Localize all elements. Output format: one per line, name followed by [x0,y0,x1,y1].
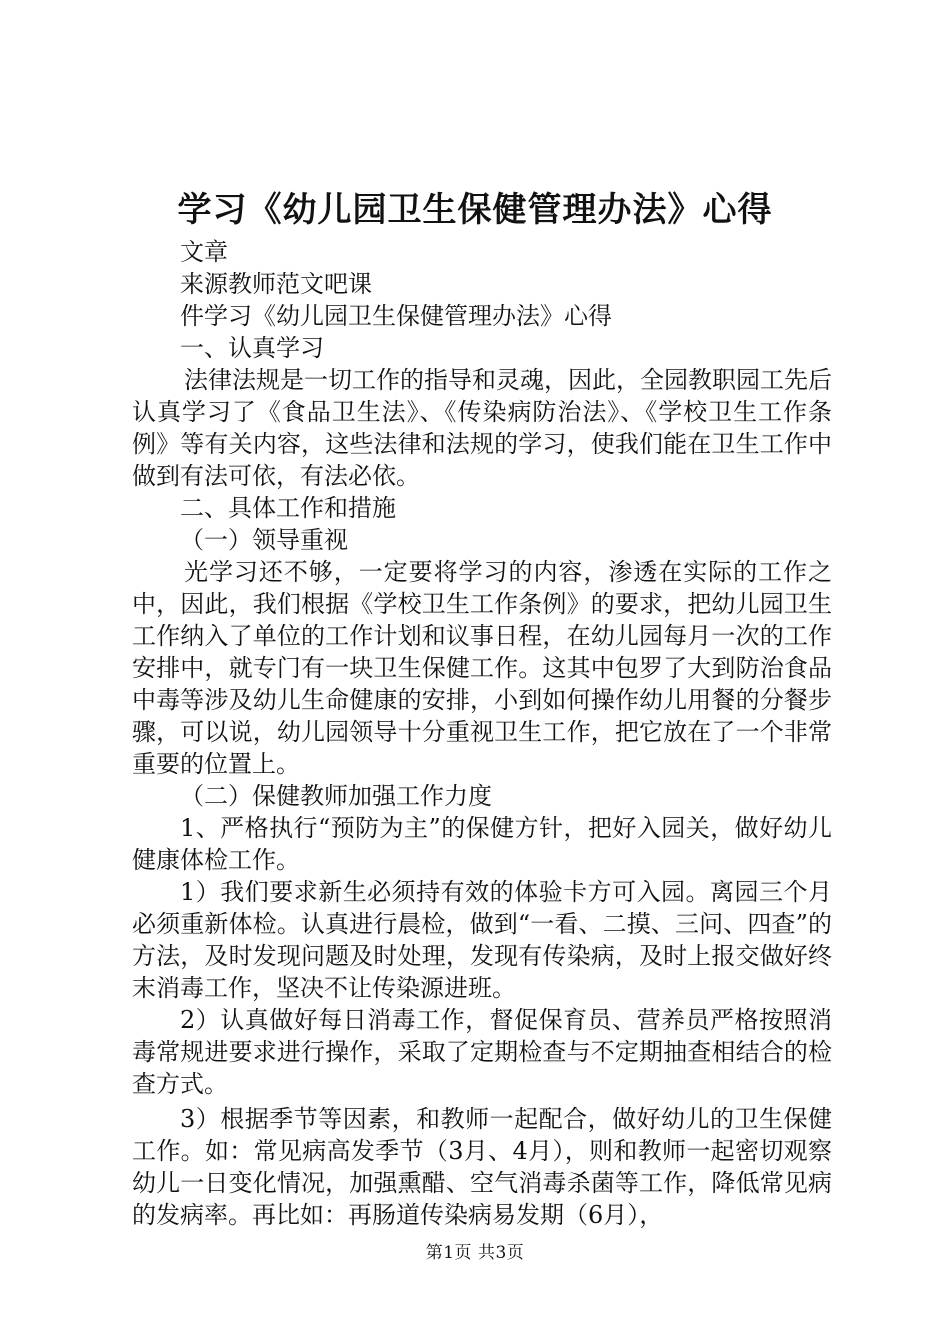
subsection-heading: （一）领导重视 [180,526,348,554]
document-title: 学习《幼儿园卫生保健管理办法》心得 [177,190,773,230]
section-heading: 一、认真学习 [180,334,324,362]
section-heading: 二、具体工作和措施 [180,494,396,522]
page-indicator: 第1页 共3页 [425,1243,525,1263]
paragraph: 法律法规是一切工作的指导和灵魂，因此，全园教职园工先后认真学习了《食品卫生法》、《传染病防治法》、《学校卫生工作条例》等有关内容，这些法律和法规的学习，使我们能在卫生工作中做到有法可依，有法必依。 [132,366,832,490]
document-body [132,236,832,1231]
paragraph: 来源教师范文吧课 [180,270,372,298]
paragraph: 文章 [180,238,228,266]
paragraph: 光学习还不够，一定要将学习的内容，渗透在实际的工作之中，因此，我们根据《学校卫生工作条例》的要求，把幼儿园卫生工作纳入了单位的工作计划和议事日程，在幼儿园每月一次的工作安排中，就专门有一块卫生保健工作。这其中包罗了大到防治食品中毒等涉及幼儿生命健康的安排，小到如何操作幼儿用餐的分餐步骤，可以说，幼儿园领导十分重视卫生工作，把它放在了一个非常重要的位置上。 [132,558,832,778]
paragraph: 1、严格执行“预防为主”的保健方针，把好入园关，做好幼儿健康体检工作。 [132,814,832,874]
paragraph: 1）我们要求新生必须持有效的体验卡方可入园。离园三个月必须重新体检。认真进行晨检，做到“一看、二摸、三问、四查”的方法，及时发现问题及时处理，发现有传染病，及时上报交做好终末消毒工作，坚决不让传染源进班。 [132,878,832,1002]
paragraph: 2）认真做好每日消毒工作，督促保育员、营养员严格按照消毒常规进要求进行操作，采取了定期检查与不定期抽查相结合的检查方式。 [132,1006,832,1098]
paragraph: 件学习《幼儿园卫生保健管理办法》心得 [180,302,612,330]
paragraph: 3）根据季节等因素，和教师一起配合，做好幼儿的卫生保健工作。如：常见病高发季节（3月、4月），则和教师一起密切观察幼儿一日变化情况，加强熏醋、空气消毒杀菌等工作，降低常见病的发病率。再比如：再肠道传染病易发期（6月）， [132,1105,832,1229]
subsection-heading: （二）保健教师加强工作力度 [180,782,492,810]
